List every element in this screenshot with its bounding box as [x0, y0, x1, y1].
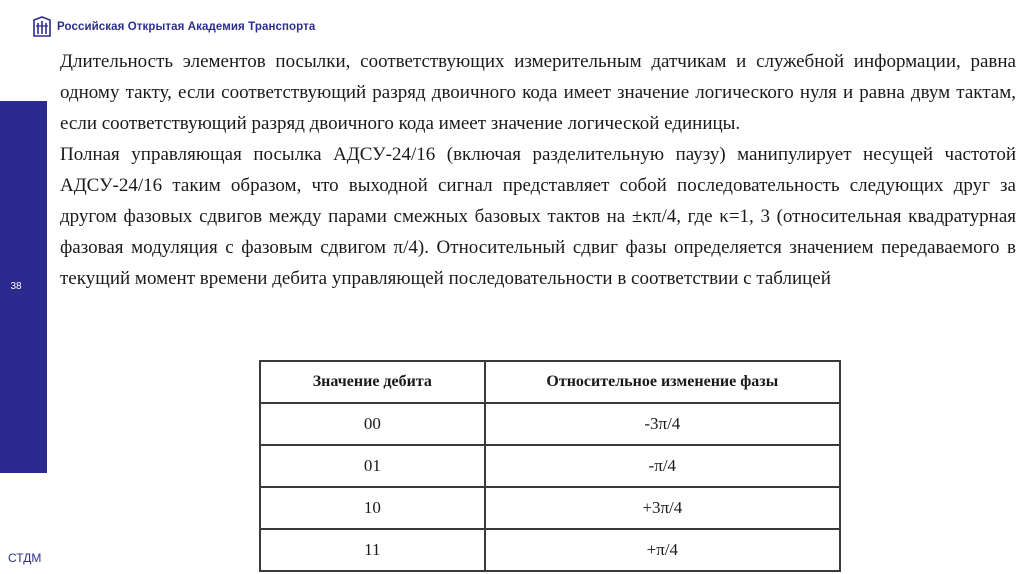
- table-cell-debit: 01: [260, 445, 485, 487]
- paragraph-2: Полная управляющая посылка АДСУ-24/16 (включая разделительную паузу) манипулирует несущей частотой АДСУ-24/16 таким образом, что выходной сигнал представляет собой последовательность следующих друг за другом фазовых сдвигов между парами смежных базовых тактов на ±κπ/4, где κ=1, 3 (относительная квадратурная фазовая модуляция с фазовым сдвигом π/4). Относительный сдвиг фазы определяется значением передаваемого в текущий момент времени дебита управляющей последовательности в соответствии с таблицей: [60, 144, 1016, 289]
- table-row: [260, 403, 840, 445]
- table-cell-debit: 10: [260, 487, 485, 529]
- org-name: Российская Открытая Академия Транспорта: [57, 21, 316, 33]
- table-row: [260, 529, 840, 571]
- table-cell-phase: -3π/4: [485, 403, 840, 445]
- table-header-debit: Значение дебита: [260, 361, 485, 403]
- table-cell-phase: +π/4: [485, 529, 840, 571]
- footer-label: СТДМ: [8, 551, 42, 565]
- paragraph-1: Длительность элементов посылки, соответствующих измерительным датчикам и служебной информации, равна одному такту, если соответствующий разряд двоичного кода имеет значение логического нуля и равна двум тактам, если соответствующий разряд двоичного кода имеет значение логической единицы.: [60, 51, 1016, 134]
- table-row: [260, 487, 840, 529]
- phase-shift-table: [259, 360, 841, 572]
- table-header-phase: Относительное изменение фазы: [485, 361, 840, 403]
- rot-academy-logo-icon: [33, 16, 51, 38]
- body-text: [60, 46, 1016, 294]
- header: [33, 14, 315, 40]
- table-row: [260, 445, 840, 487]
- table-cell-phase: +3π/4: [485, 487, 840, 529]
- table-cell-debit: 11: [260, 529, 485, 571]
- table-cell-phase: -π/4: [485, 445, 840, 487]
- table-cell-debit: 00: [260, 403, 485, 445]
- table-header-row: [260, 361, 840, 403]
- page-number: 38: [10, 281, 22, 292]
